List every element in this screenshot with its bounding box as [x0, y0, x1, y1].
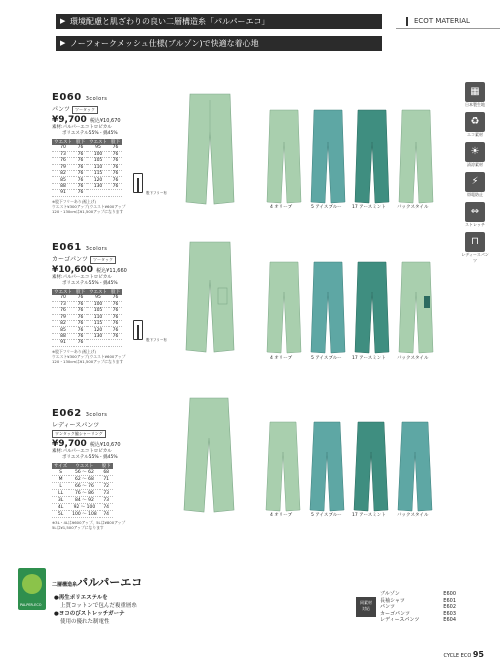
table-row: 73 76 100 76: [52, 151, 122, 157]
inseam-free-label: 股下フリー有: [146, 338, 167, 342]
material-text: 素材:パルパーエコトロピカル: [52, 275, 112, 280]
product-price: ¥10,600 税込¥11,660: [52, 265, 127, 275]
pants-olive: [266, 422, 300, 511]
table-row: S 56 〜 62 68: [52, 469, 113, 476]
header-banner-1: [56, 14, 382, 29]
pants-photo-row: [168, 396, 458, 518]
shirt-tag-icon: ▦: [465, 82, 485, 102]
caption-back: バックスタイル: [397, 513, 429, 518]
product-price: ¥9,700 税込¥10,670: [52, 115, 121, 125]
table-row: L 66 〜 76 72: [52, 483, 113, 490]
table-row: M 62 〜 68 71: [52, 476, 113, 483]
table-row: 76 76 105 76: [52, 158, 122, 164]
pleat-tag: ツータック: [90, 256, 116, 264]
pants-photo-row: [168, 240, 458, 360]
table-row: 73 76 100 76: [52, 301, 122, 307]
table-row: 88 76 130 76: [52, 183, 122, 189]
pleat-tag: ツータック: [72, 106, 98, 114]
feature-eco: ♻ エコ素材: [460, 112, 490, 138]
table-row: 79 76 110 76: [52, 314, 122, 320]
pants-olive: [267, 262, 301, 353]
table-row: 91 76: [52, 340, 122, 346]
pants-back-view: [398, 422, 432, 511]
product-code: E061 3colors: [52, 242, 108, 253]
inseam-free-icon: [133, 173, 143, 193]
caption-olive: 4 オリーブ: [270, 356, 293, 361]
pants-iceblue: [310, 422, 344, 511]
table-row: 70 76 95 76: [52, 295, 122, 301]
palper-eco-logo: PALPER-ECO: [18, 568, 46, 610]
feature-ladies: ⊓ レディースパンツ: [460, 232, 490, 264]
product-code: E060 3colors: [52, 92, 108, 103]
list-item: カーゴパンツ E603: [380, 610, 456, 617]
table-row: 91 76: [52, 190, 122, 196]
caption-back: バックスタイル: [397, 205, 429, 210]
material-composition: ポリエステル55%・綿45%: [62, 131, 118, 136]
table-row: 82 76 115 76: [52, 171, 122, 177]
table-row: 82 76 115 76: [52, 321, 122, 327]
list-item: ブルゾン E600: [380, 591, 456, 597]
size-note: ※股下フリーあり(裾上げ) ウエスト¥300アップ(ウエスト¥600アップ 120・130cmは¥1,500アップになります: [52, 198, 126, 214]
product-name: カーゴパンツ ツータック: [52, 254, 452, 264]
sun-icon: ☀: [465, 142, 485, 162]
inseam-free-label: 股下フリー有: [146, 191, 167, 195]
header-line-2: ノーフォークメッシュ仕様(ブルゾン)で快適な着心地: [70, 39, 259, 48]
feature-made-in-japan: ▦ 日本製生地: [460, 82, 490, 108]
pants-back-view: [399, 110, 433, 203]
table-row: 79 76 110 76: [52, 164, 122, 170]
pants-earthmint: [355, 110, 389, 203]
product-name: パンツ ツータック: [52, 104, 452, 114]
related-list: [380, 591, 456, 624]
pants-large-olive: [184, 398, 234, 512]
material-composition: ポリエステル55%・綿45%: [62, 455, 118, 460]
table-row: 70 76 95 76: [52, 145, 122, 151]
table-row: 85 76 120 76: [52, 327, 122, 333]
caption-iceblue: 5 アイスブルー: [311, 356, 342, 361]
table-row: 3L 84 〜 92 73: [52, 497, 113, 504]
header-line-1: 環境配慮と肌ざわりの良い二層構造糸「パルパーエコ」: [70, 17, 270, 26]
stretch-icon: ⇔: [465, 202, 485, 222]
pants-back-view: [399, 262, 433, 353]
caption-iceblue: 5 アイスブルー: [311, 205, 342, 210]
brand-heading: 二層構造糸パルパーエコ: [52, 576, 143, 589]
yarn-cross-section-icon: [22, 574, 42, 594]
recycle-icon: ♻: [465, 112, 485, 132]
feature-antistatic: ⚡ 帯電防止: [460, 172, 490, 198]
caption-iceblue: 5 アイスブルー: [311, 513, 342, 518]
product-price: ¥9,700 税込¥10,670: [52, 439, 121, 449]
material-text: 素材:パルパーエコトロピカル: [52, 449, 112, 454]
pants-earthmint: [354, 422, 388, 511]
feature-cool: ☀ 清涼素材: [460, 142, 490, 168]
pants-iceblue: [311, 262, 345, 353]
caption-earthmint: 17 アースミント: [352, 513, 386, 518]
size-table: ウエスト 股下 ウエスト 股下 70 76 95 76 73 76 100 76 76 76 105 76 79 76 110 76 82 76 115 76 85 76 120 76 88 76 130 76 91 76: [54, 290, 120, 346]
product-name: レディースパンツ: [52, 422, 100, 429]
header-banner-2: [56, 36, 382, 51]
pants-olive: [267, 110, 301, 203]
table-row: 5L 100 〜 108 74: [52, 511, 113, 518]
page-number: 95: [472, 650, 484, 659]
same-material-badge: 同素材 対応: [356, 597, 376, 617]
size-note: ※3L・4Lは¥600アップ、5Lは¥800アップ 5Lは¥1,500アップになります: [52, 520, 126, 530]
table-row: 4L 92 〜 100 74: [52, 504, 113, 511]
list-item: 長袖シャツ E601: [380, 597, 456, 604]
caption-olive: 4 オリーブ: [270, 513, 293, 518]
pants-iceblue: [311, 110, 345, 203]
page-footer: CYCLE ECO 95: [443, 650, 484, 659]
category-tab: ECOT MATERIAL: [396, 14, 500, 29]
material-text: 素材:パルパーエコトロピカル: [52, 125, 112, 130]
caption-olive: 4 オリーブ: [270, 205, 293, 210]
table-row: 85 76 120 76: [52, 177, 122, 183]
pants-large-olive: [186, 242, 234, 352]
inseam-free-icon: [133, 320, 143, 340]
pants-earthmint: [355, 262, 389, 353]
table-row: LL 76 〜 86 73: [52, 490, 113, 497]
list-item: レディースパンツ E604: [380, 617, 456, 623]
flame-icon: ⚡: [465, 172, 485, 192]
feature-bullets: ●再生ポリエステルを 上質コットンで包んだ複重層糸 ●ヨコのびストレッチガーナ 使用の優れた制電性: [54, 595, 137, 625]
arrow-right-icon: ▶: [60, 17, 66, 25]
caption-earthmint: 17 アースミント: [352, 356, 386, 361]
size-table: サイズ ウエスト 股下 S 56 〜 62 68 M 62 〜 68 71 L 66 〜 76 72 LL 76 〜 86 73 3L 84 〜 92 73 4L 92 〜 100 74 5L 100 〜 108 74: [54, 464, 111, 517]
caption-earthmint: 17 アースミント: [352, 205, 386, 210]
size-note: ※股下フリーあり(裾上げ) ウエスト¥300アップ(ウエスト¥600アップ 120・130cmは¥1,500アップになります: [52, 348, 126, 364]
list-item: パンツ E602: [380, 604, 456, 610]
product-code: E062 3colors: [52, 408, 108, 419]
pants-photo-row: [168, 92, 458, 212]
size-table: ウエスト 股下 ウエスト 股下 70 76 95 76 73 76 100 76 76 76 105 76 79 76 110 76 82 76 115 76 85 76 120 76 88 76 130 76 91 76: [54, 140, 120, 196]
caption-back: バックスタイル: [397, 356, 429, 361]
feature-icon-column: [460, 82, 490, 268]
pants-large-olive: [186, 94, 234, 204]
ladies-pants-icon: ⊓: [465, 232, 485, 252]
table-row: 76 76 105 76: [52, 308, 122, 314]
material-composition: ポリエステル55%・綿45%: [62, 281, 118, 286]
pleat-tag: ワンタック脇シャーリング: [52, 430, 106, 438]
arrow-right-icon: ▶: [60, 39, 66, 47]
feature-stretch: ⇔ ストレッチ: [460, 202, 490, 228]
table-row: 88 76 130 76: [52, 333, 122, 339]
